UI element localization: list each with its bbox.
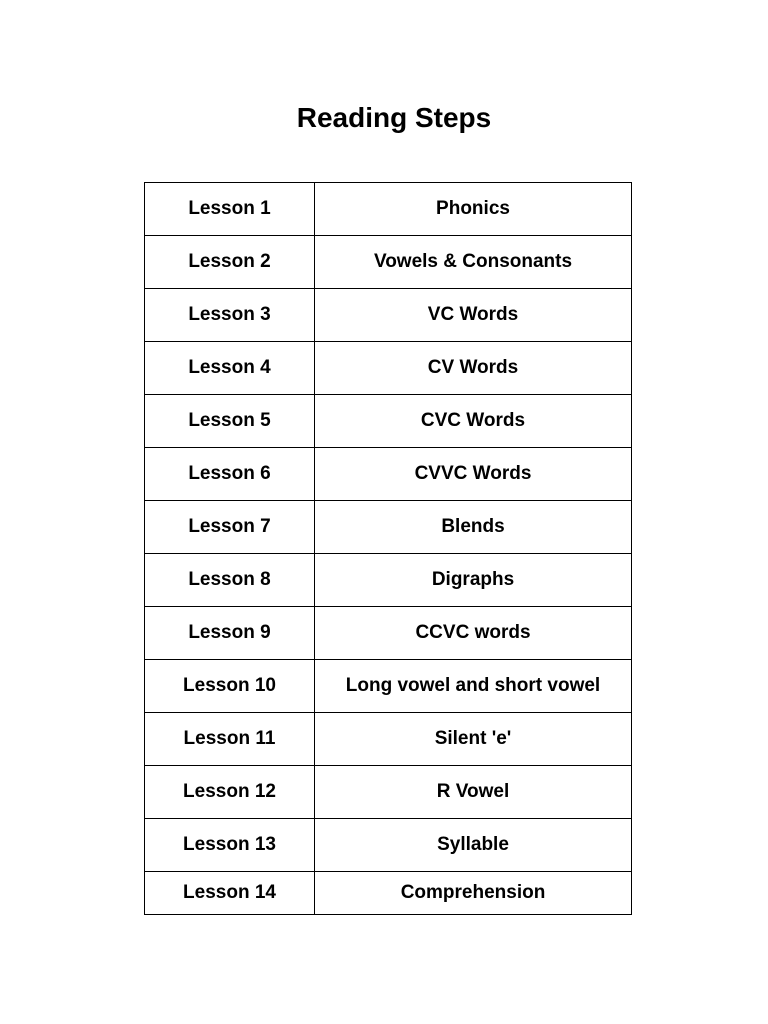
lesson-number-cell: Lesson 13 bbox=[145, 819, 315, 872]
table-row bbox=[145, 819, 632, 872]
table-row bbox=[145, 872, 632, 915]
table-row bbox=[145, 236, 632, 289]
lesson-topic-cell: Digraphs bbox=[315, 554, 632, 607]
table-row bbox=[145, 395, 632, 448]
lesson-number-cell: Lesson 8 bbox=[145, 554, 315, 607]
table-row bbox=[145, 713, 632, 766]
table-row bbox=[145, 501, 632, 554]
lesson-topic-cell: VC Words bbox=[315, 289, 632, 342]
table-row bbox=[145, 766, 632, 819]
lesson-number-cell: Lesson 1 bbox=[145, 183, 315, 236]
lesson-topic-cell: Silent 'e' bbox=[315, 713, 632, 766]
table-row bbox=[145, 342, 632, 395]
lesson-number-cell: Lesson 14 bbox=[145, 872, 315, 915]
table-row bbox=[145, 448, 632, 501]
lesson-topic-cell: CVVC Words bbox=[315, 448, 632, 501]
page-title: Reading Steps bbox=[296, 102, 492, 133]
lesson-topic-cell: Vowels & Consonants bbox=[315, 236, 632, 289]
lesson-number-cell: Lesson 3 bbox=[145, 289, 315, 342]
lesson-topic-cell: CCVC words bbox=[315, 607, 632, 660]
table-row bbox=[145, 554, 632, 607]
lesson-topic-cell: CVC Words bbox=[315, 395, 632, 448]
lesson-topic-cell: Blends bbox=[315, 501, 632, 554]
lesson-number-cell: Lesson 4 bbox=[145, 342, 315, 395]
lesson-topic-cell: R Vowel bbox=[315, 766, 632, 819]
table-row bbox=[145, 183, 632, 236]
lesson-number-cell: Lesson 7 bbox=[145, 501, 315, 554]
table-row bbox=[145, 607, 632, 660]
lesson-topic-cell: Phonics bbox=[315, 183, 632, 236]
lesson-topic-cell: CV Words bbox=[315, 342, 632, 395]
lesson-number-cell: Lesson 11 bbox=[145, 713, 315, 766]
lesson-number-cell: Lesson 9 bbox=[145, 607, 315, 660]
table-row bbox=[145, 660, 632, 713]
lesson-number-cell: Lesson 5 bbox=[145, 395, 315, 448]
lesson-topic-cell: Long vowel and short vowel bbox=[315, 660, 632, 713]
lesson-topic-cell: Comprehension bbox=[315, 872, 632, 915]
lesson-topic-cell: Syllable bbox=[315, 819, 632, 872]
lesson-table bbox=[144, 182, 632, 915]
table-row bbox=[145, 289, 632, 342]
lesson-number-cell: Lesson 2 bbox=[145, 236, 315, 289]
lesson-number-cell: Lesson 12 bbox=[145, 766, 315, 819]
lesson-table-body bbox=[145, 183, 632, 915]
lesson-number-cell: Lesson 6 bbox=[145, 448, 315, 501]
lesson-number-cell: Lesson 10 bbox=[145, 660, 315, 713]
